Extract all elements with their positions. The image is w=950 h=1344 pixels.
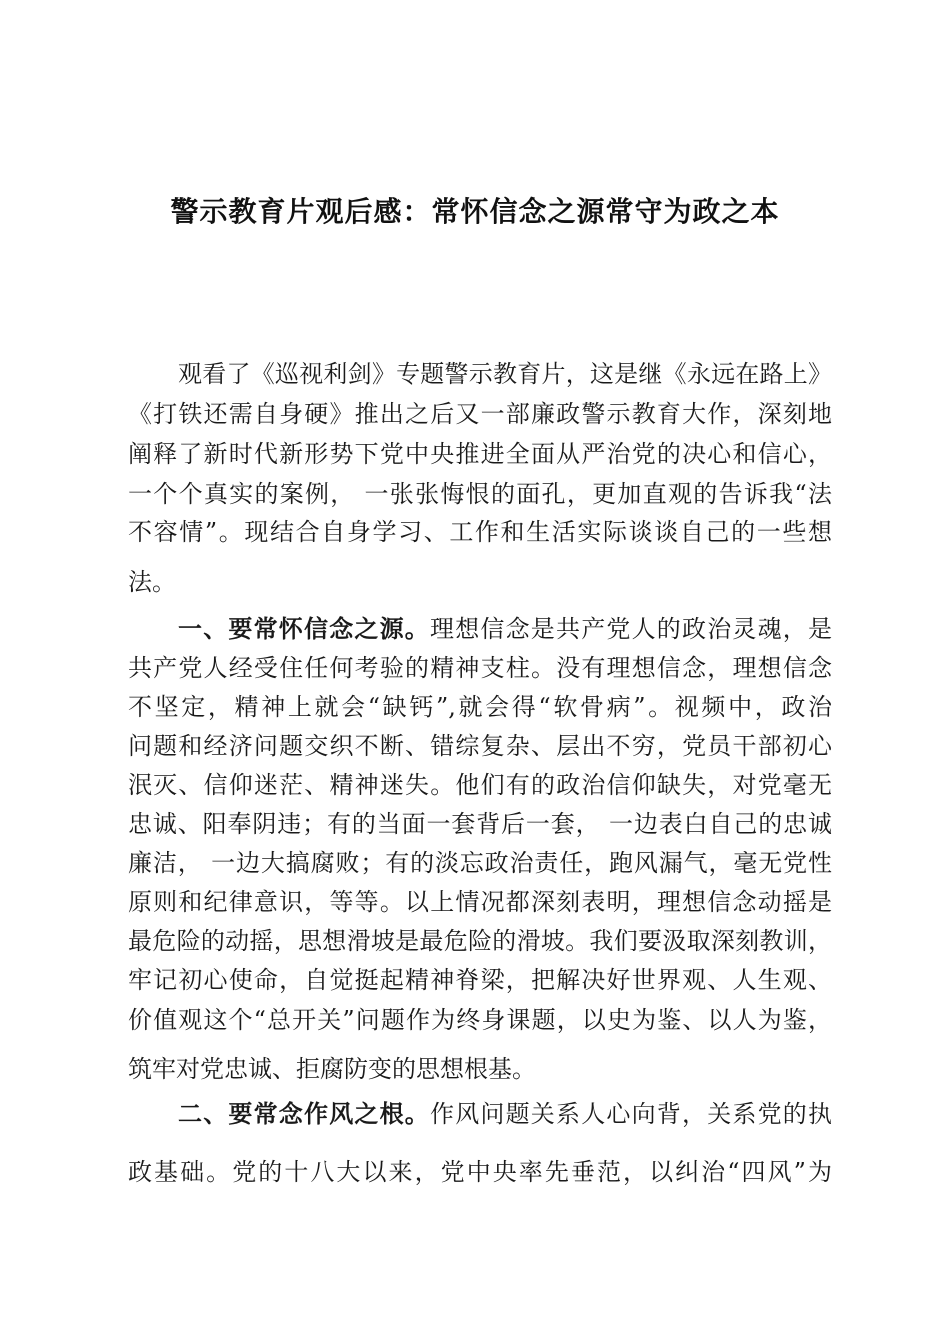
paragraph-1-line-4: 一个个真实的案例， 一张张悔恨的面孔，更加直观的告诉我“法 — [128, 480, 832, 508]
paragraph-2-line-12: 筑牢对党忠诚、拒腐防变的思想根基。 — [128, 1055, 536, 1083]
paragraph-2-line-8: 原则和纪律意识，等等。以上情况都深刻表明，理想信念动摇是 — [128, 888, 832, 916]
section-1-heading: 一、要常怀信念之源。 — [178, 615, 430, 643]
section-2-heading: 二、要常念作风之根。 — [178, 1100, 430, 1128]
paragraph-2-line-6: 忠诚、阳奉阴违；有的当面一套背后一套， 一边表白自己的忠诚 — [128, 810, 832, 838]
paragraph-2-first-line-text: 理想信念是共产党人的政治灵魂，是 — [430, 615, 832, 643]
paragraph-1-line-3: 阐释了新时代新形势下党中央推进全面从严治党的决心和信心， — [128, 440, 832, 468]
paragraph-2-line-10: 牢记初心使命，自觉挺起精神脊梁，把解决好世界观、人生观、 — [128, 966, 832, 994]
paragraph-2-line-3: 不坚定，精神上就会“缺钙”,就会得“软骨病”。视频中，政治 — [128, 693, 832, 721]
paragraph-3-line-1 — [178, 1097, 832, 1131]
paragraph-2-line-11: 价值观这个“总开关”问题作为终身课题，以史为鉴、以人为鉴， — [128, 1006, 832, 1034]
paragraph-2-line-2: 共产党人经受住任何考验的精神支柱。没有理想信念，理想信念 — [128, 654, 832, 682]
document-title: 警示教育片观后感：常怀信念之源常守为政之本 — [170, 195, 780, 228]
paragraph-1-line-5: 不容情”。现结合自身学习、工作和生活实际谈谈自己的一些想 — [128, 518, 832, 546]
paragraph-2-line-9: 最危险的动摇，思想滑坡是最危险的滑坡。我们要汲取深刻教训， — [128, 927, 832, 955]
paragraph-2-line-1 — [178, 612, 832, 646]
paragraph-3-line-2: 政基础。党的十八大以来，党中央率先垂范，以纠治“四风”为 — [128, 1158, 832, 1186]
paragraph-2-line-4: 问题和经济问题交织不断、错综复杂、层出不穷，党员干部初心 — [128, 732, 832, 760]
paragraph-1-line-1: 观看了《巡视利剑》专题警示教育片，这是继《永远在路上》 — [178, 360, 832, 388]
paragraph-2-line-7: 廉洁， 一边大搞腐败；有的淡忘政治责任，跑风漏气，毫无党性 — [128, 849, 832, 877]
paragraph-2-line-5: 泯灭、信仰迷茫、精神迷失。他们有的政治信仰缺失，对党毫无 — [128, 771, 832, 799]
paragraph-3-first-line-text: 作风问题关系人心向背，关系党的执 — [430, 1100, 832, 1128]
paragraph-1-line-2: 《打铁还需自身硬》推出之后又一部廉政警示教育大作，深刻地 — [128, 400, 832, 428]
paragraph-1-line-6: 法。 — [128, 568, 176, 596]
